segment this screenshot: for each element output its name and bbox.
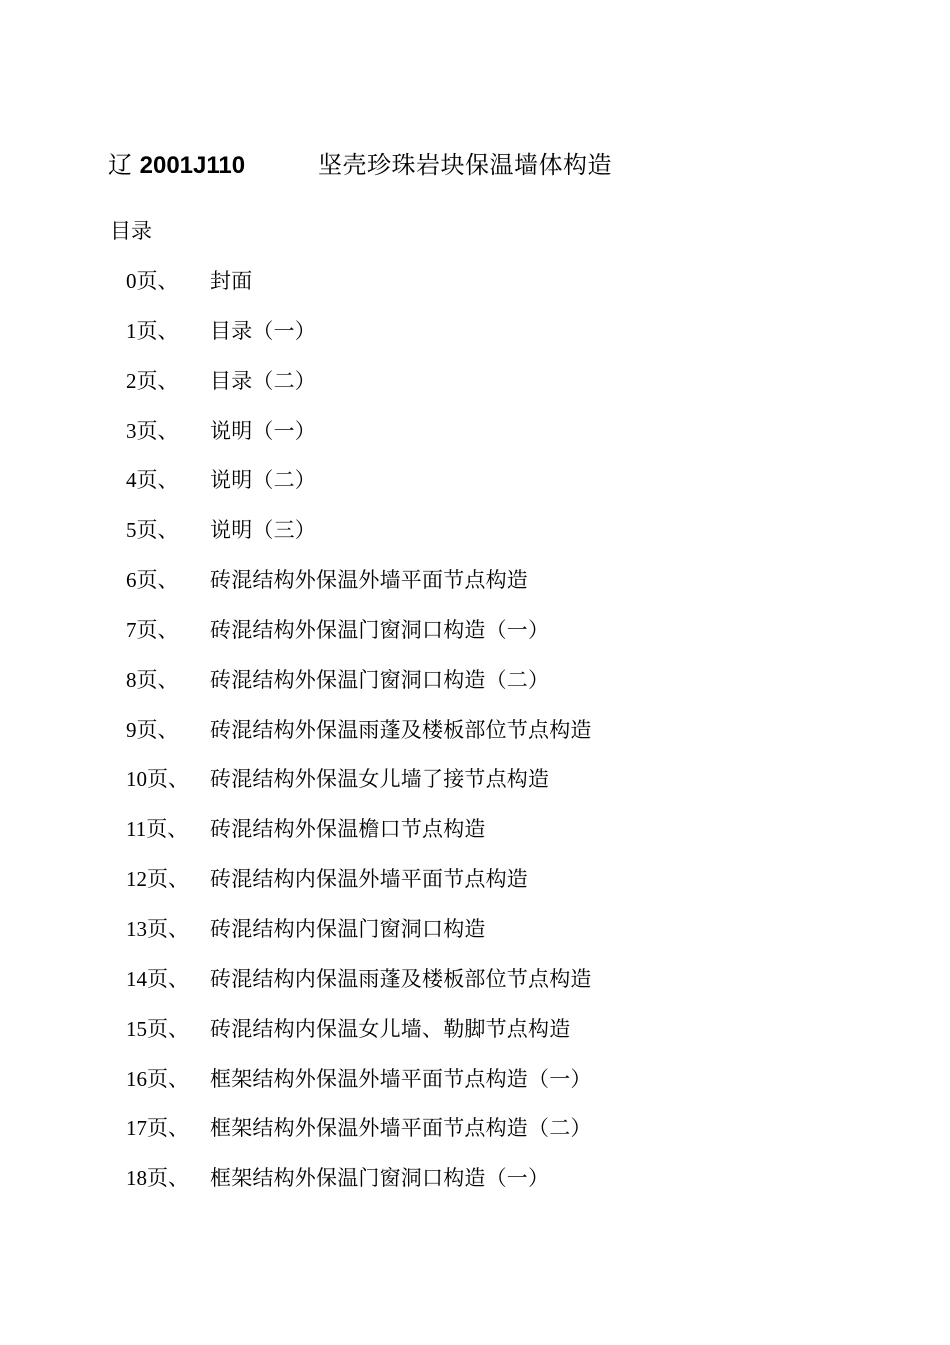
toc-item-title: 砖混结构内保温女儿墙、勒脚节点构造: [210, 1016, 571, 1041]
toc-item: [126, 914, 592, 964]
toc-item-title: 砖混结构内保温外墙平面节点构造: [210, 867, 528, 892]
toc-item: [126, 665, 592, 715]
standard-code: [108, 145, 318, 180]
toc-item-title: 说明（二）: [210, 468, 316, 493]
toc-item: [126, 266, 592, 316]
toc-item-page: 16页、: [126, 1066, 189, 1091]
toc-item: [126, 615, 592, 665]
standard-code-prefix: 辽: [108, 150, 132, 179]
toc-item-title: 砖混结构外保温门窗洞口构造（一）: [210, 617, 550, 642]
toc-item-title: 框架结构外保温门窗洞口构造（一）: [210, 1166, 550, 1191]
toc-item-page: 11页、: [126, 817, 189, 842]
toc-item-title: 框架结构外保温外墙平面节点构造（一）: [210, 1066, 592, 1091]
toc-item-page: 8页、: [126, 667, 179, 692]
toc-item-page: 6页、: [126, 568, 179, 593]
toc-item-page: 13页、: [126, 916, 189, 941]
toc-item-title: 说明（一）: [210, 418, 316, 443]
toc-item: [126, 964, 592, 1014]
toc-item-title: 砖混结构外保温檐口节点构造: [210, 817, 486, 842]
toc-item-title: 砖混结构内保温雨蓬及楼板部位节点构造: [210, 966, 592, 991]
toc-item: [126, 1163, 592, 1213]
toc-item-page: 14页、: [126, 966, 189, 991]
toc-item: [126, 1014, 592, 1064]
toc-item-title: 砖混结构外保温门窗洞口构造（二）: [210, 667, 550, 692]
toc-item: [126, 515, 592, 565]
toc-item: [126, 416, 592, 466]
toc-item-page: 4页、: [126, 468, 179, 493]
toc-item: [126, 1113, 592, 1163]
toc-item: [126, 764, 592, 814]
toc-item-title: 砖混结构内保温门窗洞口构造: [210, 916, 486, 941]
toc-list: [126, 266, 592, 1213]
toc-item: [126, 864, 592, 914]
toc-item: [126, 465, 592, 515]
toc-item-page: 15页、: [126, 1016, 189, 1041]
toc-item: [126, 565, 592, 615]
toc-item-title: 砖混结构外保温外墙平面节点构造: [210, 568, 528, 593]
toc-item: [126, 715, 592, 765]
toc-item-page: 5页、: [126, 518, 179, 543]
toc-item: [126, 1064, 592, 1114]
toc-item-title: 砖混结构外保温雨蓬及楼板部位节点构造: [210, 717, 592, 742]
toc-item-title: 封面: [210, 269, 253, 293]
toc-item-page: 10页、: [126, 767, 189, 792]
document-header: [108, 145, 612, 179]
document-title: 坚壳珍珠岩块保温墙体构造: [318, 150, 612, 179]
toc-item-page: 12页、: [126, 867, 189, 892]
toc-item: [126, 366, 592, 416]
toc-item-title: 框架结构外保温外墙平面节点构造（二）: [210, 1116, 592, 1141]
toc-item-page: 2页、: [126, 368, 179, 393]
toc-item-title: 目录（一）: [210, 318, 316, 343]
toc-item-title: 砖混结构外保温女儿墙了接节点构造: [210, 767, 550, 792]
toc-item-page: 1页、: [126, 318, 179, 343]
standard-code-number: 2001J110: [139, 151, 246, 179]
toc-item-title: 说明（三）: [210, 518, 316, 543]
toc-heading: 目录: [110, 219, 152, 243]
toc-item-page: 0页、: [126, 269, 179, 293]
toc-item-page: 17页、: [126, 1116, 189, 1141]
toc-item-title: 目录（二）: [210, 368, 316, 393]
toc-item-page: 18页、: [126, 1166, 189, 1191]
toc-item-page: 7页、: [126, 617, 179, 642]
toc-item-page: 9页、: [126, 717, 179, 742]
toc-item: [126, 814, 592, 864]
toc-item-page: 3页、: [126, 418, 179, 443]
toc-item: [126, 316, 592, 366]
